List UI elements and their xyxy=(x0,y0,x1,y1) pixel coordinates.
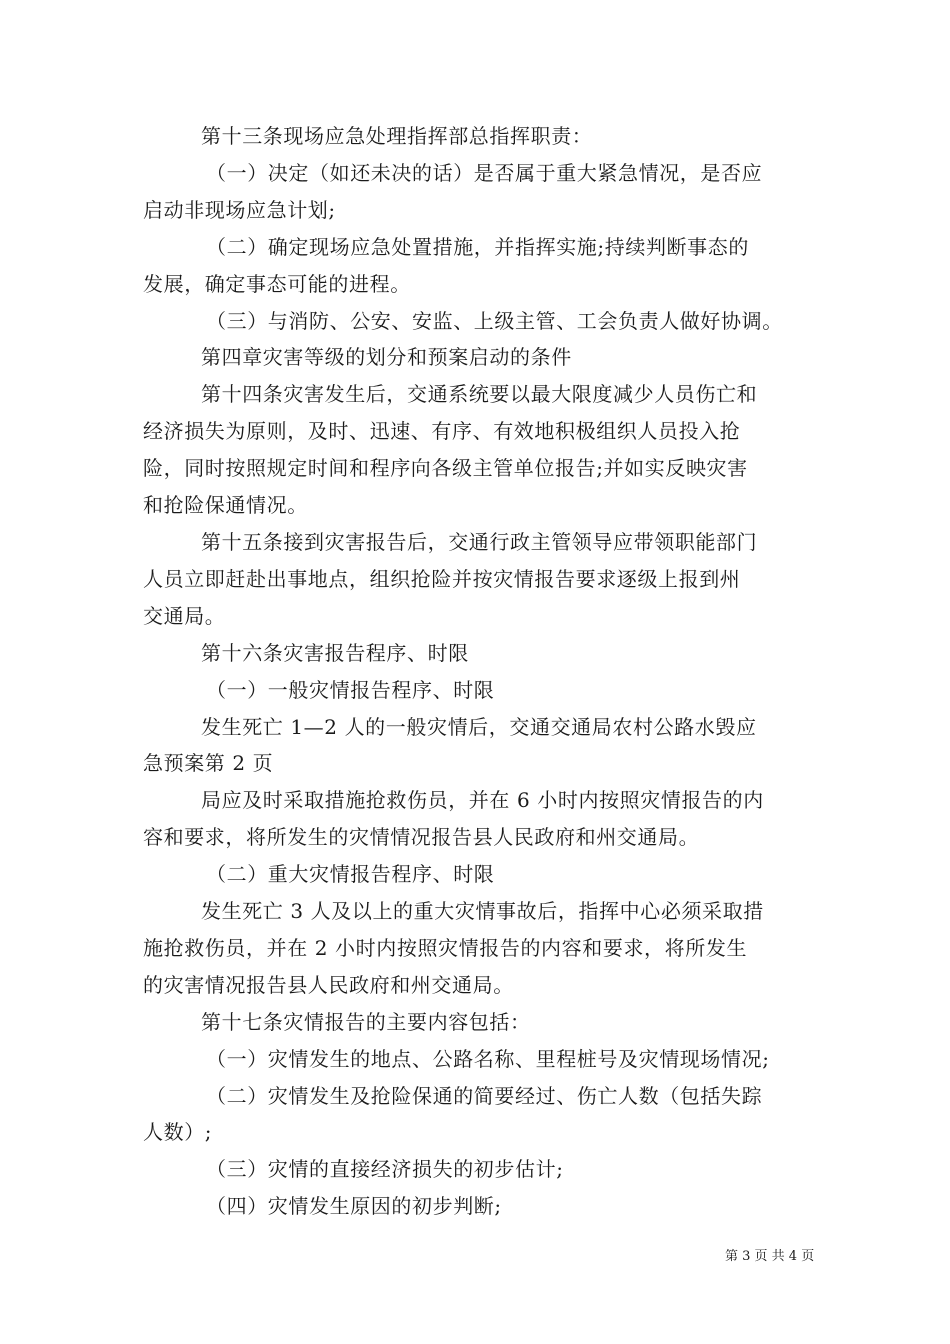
paragraph-line: 急预案第 2 页 xyxy=(143,751,274,776)
paragraph-line: 第十五条接到灾害报告后，交通行政主管领导应带领职能部门 xyxy=(201,529,758,554)
article-17-heading: 第十七条灾情报告的主要内容包括： xyxy=(201,1009,531,1034)
paragraph-line: 的灾害情况报告县人民政府和州交通局。 xyxy=(143,972,514,997)
paragraph-line: （二）灾情发生及抢险保通的简要经过、伤亡人数（包括失踪 xyxy=(206,1083,763,1108)
article-13-heading: 第十三条现场应急处理指挥部总指挥职责： xyxy=(201,124,593,148)
paragraph-line: 人员立即赶赴出事地点，组织抢险并按灾情报告要求逐级上报到州 xyxy=(143,566,741,591)
paragraph-line: （一）灾情发生的地点、公路名称、里程桩号及灾情现场情况; xyxy=(206,1046,770,1071)
document-body xyxy=(143,118,813,1225)
paragraph-line: （三）与消防、公安、安监、上级主管、工会负责人做好协调。 xyxy=(206,308,783,333)
paragraph-line: 人数）; xyxy=(143,1120,213,1145)
paragraph-line: （三）灾情的直接经济损失的初步估计; xyxy=(206,1157,564,1182)
paragraph-line: 和抢险保通情况。 xyxy=(143,493,308,518)
paragraph-line: 交通局。 xyxy=(143,603,226,628)
paragraph-line: 发展，确定事态可能的进程。 xyxy=(143,271,411,296)
paragraph-line: 发生死亡 1—2 人的一般灾情后，交通交通局农村公路水毁应 xyxy=(201,714,757,739)
paragraph-line: 容和要求，将所发生的灾情情况报告县人民政府和州交通局。 xyxy=(143,825,700,850)
paragraph-line: （一）一般灾情报告程序、时限 xyxy=(206,677,495,702)
paragraph-line: 施抢救伤员，并在 2 小时内按照灾情报告的内容和要求，将所发生 xyxy=(143,935,748,960)
page-number-footer: 第 3 页 共 4 页 xyxy=(725,1249,815,1264)
paragraph-line: （四）灾情发生原因的初步判断; xyxy=(206,1194,502,1219)
paragraph-line: 第十四条灾害发生后，交通系统要以最大限度减少人员伤亡和 xyxy=(201,382,758,407)
paragraph-line: （二）确定现场应急处置措施，并指挥实施;持续判断事态的 xyxy=(206,234,749,259)
paragraph-line: （一）决定（如还未决的话）是否属于重大紧急情况，是否应 xyxy=(206,160,763,185)
paragraph-line: 险，同时按照规定时间和程序向各级主管单位报告;并如实反映灾害 xyxy=(143,456,748,481)
paragraph-line: 局应及时采取措施抢救伤员，并在 6 小时内按照灾情报告的内 xyxy=(201,788,764,813)
paragraph-line: 发生死亡 3 人及以上的重大灾情事故后，指挥中心必须采取措 xyxy=(201,899,764,924)
paragraph-line: 启动非现场应急计划; xyxy=(143,197,336,222)
chapter-4-heading: 第四章灾害等级的划分和预案启动的条件 xyxy=(201,345,572,370)
paragraph-line: 经济损失为原则，及时、迅速、有序、有效地积极组织人员投入抢 xyxy=(143,419,741,444)
paragraph-line: （二）重大灾情报告程序、时限 xyxy=(206,862,495,887)
article-16-heading: 第十六条灾害报告程序、时限 xyxy=(201,640,469,665)
